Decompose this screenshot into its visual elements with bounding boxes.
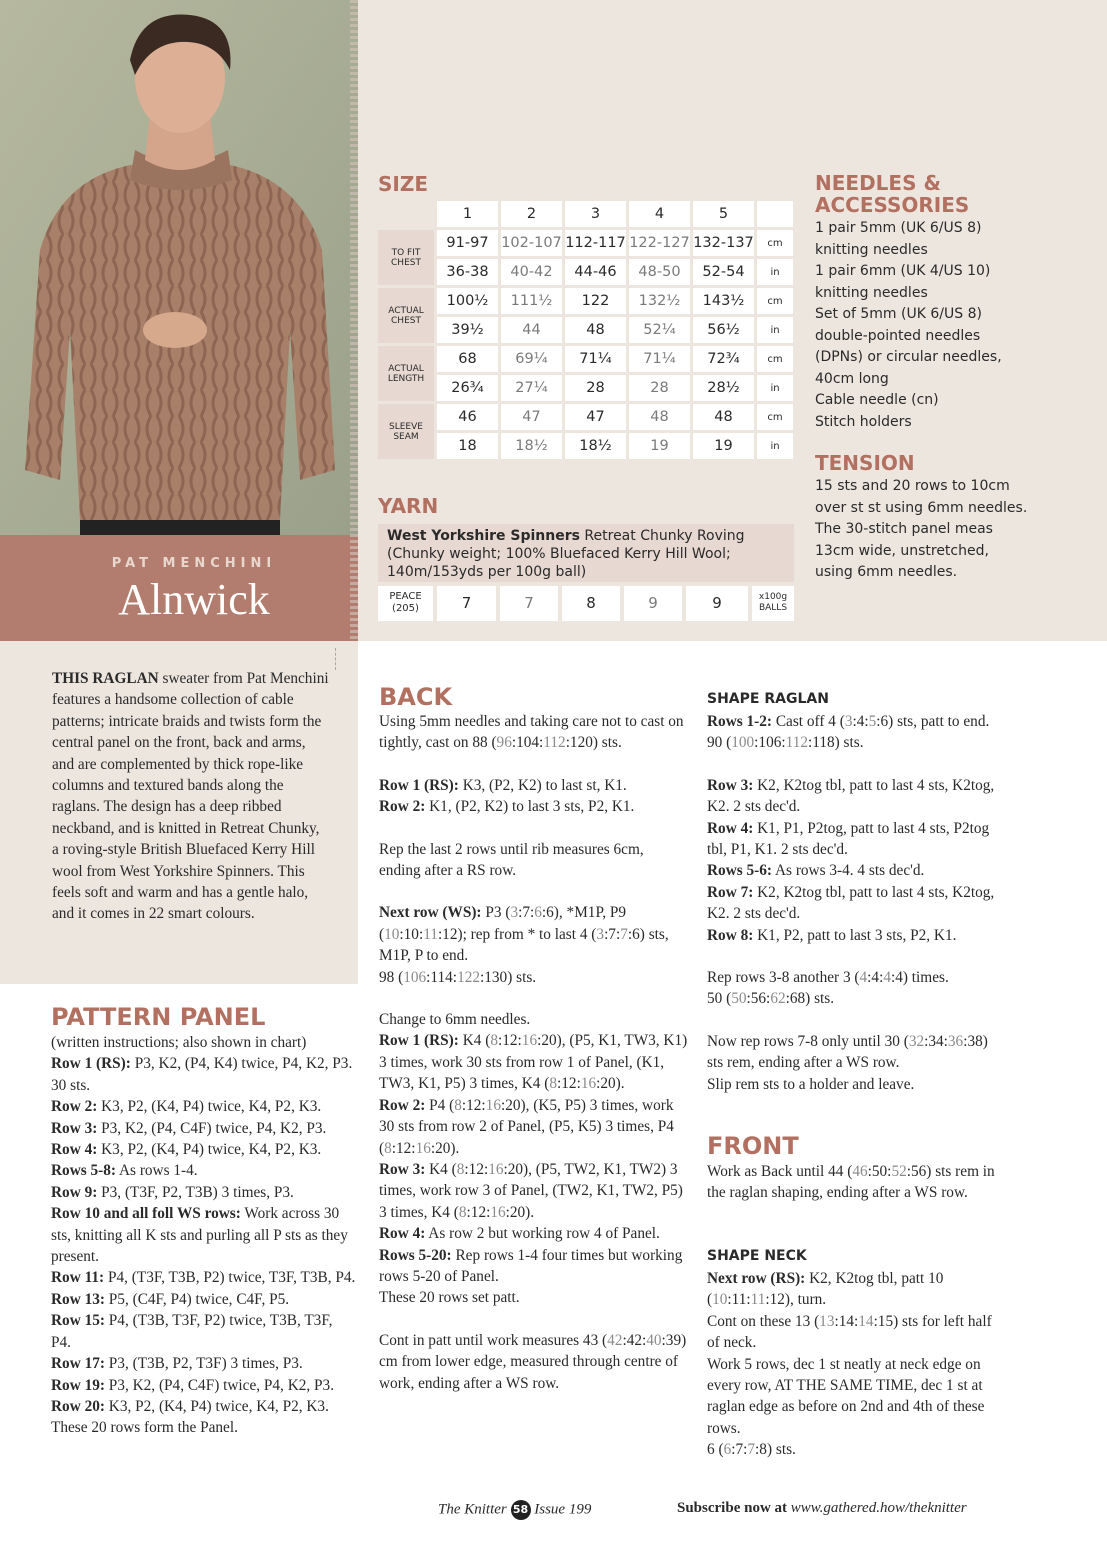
panel-row [51, 1310, 356, 1353]
yarn-brand: West Yorkshire Spinners [387, 528, 580, 544]
size-unit: in [757, 317, 793, 343]
panel-row [51, 1118, 356, 1139]
size-row [378, 230, 793, 256]
tension-line: using 6mm needles. [815, 564, 958, 580]
back-row: Next row (WS): P3 (3:7:6:6), *M1P, P9 (10:10:11:12); rep from * to last 4 (3:7:7:6) sts, M1P, P to end. [379, 904, 669, 965]
pattern-panel-heading: PATTERN PANEL [51, 1003, 266, 1031]
size-cell: 132-137 [693, 230, 754, 256]
panel-row-text: P4, (T3F, T3B, P2) twice, T3F, T3B, P4. [104, 1269, 356, 1287]
pattern-title: Alnwick [118, 575, 270, 624]
needles-line: Cable needle (cn) [815, 392, 939, 408]
size-cell: 44 [501, 317, 562, 343]
panel-row-key: Rows 5-8: [51, 1162, 117, 1180]
back-row: Row 4: As row 2 but working row 4 of Panel. [379, 1225, 660, 1243]
size-cell: 143½ [693, 288, 754, 314]
panel-row-key: Row 19: [51, 1376, 105, 1394]
tension-heading: TENSION [815, 451, 915, 475]
intro-text [52, 668, 330, 925]
size-cell: 39½ [437, 317, 498, 343]
yarn-qty: 7 [437, 586, 496, 621]
back-row: Rows 5-20: Rep rows 1-4 four times but working rows 5-20 of Panel. [379, 1246, 683, 1285]
size-col-3: 3 [565, 201, 626, 227]
panel-row-key: Row 11: [51, 1269, 105, 1287]
back-row: Row 2: K1, (P2, K2) to last 3 sts, P2, K1. [379, 798, 635, 816]
raglan-text [707, 711, 1007, 1095]
needles-line: Set of 5mm (UK 6/US 8) [815, 306, 982, 322]
panel-row-text: As rows 1-4. [116, 1162, 198, 1180]
panel-row-text: K3, P2, (K4, P4) twice, K4, P2, K3. [97, 1098, 322, 1116]
panel-row [51, 1160, 356, 1181]
size-cell: 102-107 [501, 230, 562, 256]
intro-divider [335, 648, 337, 670]
size-heading: SIZE [378, 172, 429, 196]
needles-line: (DPNs) or circular needles, [815, 349, 1002, 365]
panel-row [51, 1267, 356, 1288]
size-cell: 48 [693, 404, 754, 430]
back-row: Row 1 (RS): K3, (P2, K2) to last st, K1. [379, 776, 627, 794]
yarn-line: Retreat Chunky Roving [579, 528, 745, 544]
size-cell: 69¼ [501, 346, 562, 372]
raglan-para: Rep rows 3-8 another 3 (4:4:4:4) times. [707, 969, 949, 987]
yarn-description [387, 527, 787, 581]
neck-row: Next row (RS): K2, K2tog tbl, patt 10 (10:11:11:12), turn. [707, 1270, 944, 1309]
size-cell: 48 [629, 404, 690, 430]
back-text [379, 711, 689, 1394]
size-cell: 122-127 [629, 230, 690, 256]
size-col-5: 5 [693, 201, 754, 227]
size-header-row [378, 201, 793, 227]
yarn-qty: 7 [500, 586, 558, 621]
panel-row [51, 1353, 356, 1374]
size-cell: 47 [565, 404, 626, 430]
panel-row [51, 1182, 356, 1203]
raglan-row: Row 8: K1, P2, patt to last 3 sts, P2, K1. [707, 926, 957, 944]
panel-row [51, 1139, 356, 1160]
panel-row-text: K3, P2, (K4, P4) twice, K4, P2, K3. [104, 1397, 329, 1415]
tension-line: The 30-stitch panel meas [815, 521, 993, 537]
size-cell: 19 [693, 433, 754, 459]
panel-row-key: Row 17: [51, 1355, 105, 1373]
back-para: Cont in patt until work measures 43 (42:42:40:39) cm from lower edge, measured through centre of work, ending after a WS row. [379, 1331, 687, 1392]
size-cell: 132½ [629, 288, 690, 314]
panel-row-key: Row 20: [51, 1397, 105, 1415]
size-cell: 111½ [501, 288, 562, 314]
needles-line: 40cm long [815, 370, 889, 387]
back-count: 98 (106:114:122:130) sts. [379, 968, 537, 986]
panel-row-text: P3, K2, (P4, C4F) twice, P4, K2, P3. [97, 1119, 327, 1137]
perforation-edge [350, 0, 358, 641]
size-unit: cm [757, 404, 793, 430]
size-cell: 100½ [437, 288, 498, 314]
neck-text [707, 1268, 1007, 1461]
yarn-heading: YARN [378, 494, 439, 518]
tension-line: 13cm wide, unstretched, [815, 542, 989, 559]
panel-row-text: These 20 rows form the Panel. [51, 1419, 238, 1437]
intro-lead: THIS RAGLAN [52, 670, 159, 687]
panel-row [51, 1053, 356, 1096]
size-cell: 71¼ [565, 346, 626, 372]
size-cell: 52-54 [693, 259, 754, 285]
raglan-row: Row 3: K2, K2tog tbl, patt to last 4 sts, K2tog, K2. 2 sts dec'd. [707, 776, 995, 816]
needles-line: Stitch holders [815, 413, 912, 430]
neck-para: Work 5 rows, dec 1 st neatly at neck edge on every row, AT THE SAME TIME, dec 1 st at raglan edge as before on 2nd and 4th of these rows. [707, 1355, 985, 1437]
size-cell: 52¼ [629, 317, 690, 343]
needles-line: knitting needles [815, 241, 928, 258]
size-col-2: 2 [501, 201, 562, 227]
size-cell: 18 [437, 433, 498, 459]
size-col-4: 4 [629, 201, 690, 227]
tension-line: over st st using 6mm needles. [815, 499, 1028, 516]
size-cell: 28½ [693, 375, 754, 401]
size-table [375, 198, 796, 462]
size-row [378, 317, 793, 343]
yarn-qty: 9 [686, 586, 748, 621]
size-row-label: TO FIT CHEST [378, 230, 434, 285]
footer-magazine [438, 1500, 591, 1520]
yarn-line: 140m/153yds per 100g ball) [387, 564, 587, 580]
panel-row-key: Row 13: [51, 1290, 105, 1308]
front-heading: FRONT [707, 1132, 799, 1160]
size-cell: 44-46 [565, 259, 626, 285]
yarn-qty: 8 [562, 586, 620, 621]
size-unit: in [757, 433, 793, 459]
panel-row-text: Work across 30 sts, knitting all K sts and purling all P sts as they present. [51, 1205, 348, 1266]
size-unit: cm [757, 346, 793, 372]
back-para: Change to 6mm needles. [379, 1011, 531, 1029]
panel-row-text: P5, (C4F, P4) twice, C4F, P5. [104, 1290, 290, 1308]
size-row [378, 259, 793, 285]
raglan-para: Now rep rows 7-8 only until 30 (32:34:36:38) sts rem, ending after a WS row. [707, 1032, 988, 1072]
panel-row [51, 1396, 356, 1417]
size-row-label: ACTUAL CHEST [378, 288, 434, 343]
back-para: Rep the last 2 rows until rib measures 6cm, ending after a RS row. [379, 840, 644, 880]
shape-neck-heading: SHAPE NECK [707, 1248, 807, 1264]
yarn-unit: x100g BALLS [752, 586, 794, 621]
size-cell: 26¾ [437, 375, 498, 401]
size-cell: 46 [437, 404, 498, 430]
raglan-row: Rows 5-6: As rows 3-4. 4 sts dec'd. [707, 862, 925, 880]
raglan-para: Slip rem sts to a holder and leave. [707, 1075, 915, 1093]
panel-row [51, 1203, 356, 1267]
needles-line: 1 pair 5mm (UK 6/US 8) [815, 220, 982, 236]
intro-body: sweater from Pat Menchini features a handsome collection of cable patterns; intricate braids and twists form the central panel on the front, back and arms, and are complemented by thick rope-like columns and textured bands along the raglans. The design has a deep ribbed neckband, and is knitted in Retreat Chunky, a roving-style British Bluefaced Kerry Hill wool from West Yorkshire Spinners. This feels soft and warm and has a gentle halo, and it comes in 22 smart colours. [52, 670, 329, 923]
size-unit: cm [757, 230, 793, 256]
back-row: Row 3: K4 (8:12:16:20), (P5, TW2, K1, TW2) 3 times, work row 3 of Panel, (TW2, K1, TW2, P5) 3 times, K4 (8:12:16:20). [379, 1160, 683, 1221]
size-cell: 28 [629, 375, 690, 401]
panel-row-text: P3, K2, (P4, C4F) twice, P4, K2, P3. [104, 1376, 335, 1394]
panel-row-text: K3, P2, (K4, P4) twice, K4, P2, K3. [97, 1141, 322, 1159]
size-cell: 72¾ [693, 346, 754, 372]
raglan-count: 90 (100:106:112:118) sts. [707, 734, 864, 752]
back-heading: BACK [379, 683, 453, 711]
panel-row-key: Row 10 and all foll WS rows: [51, 1205, 241, 1223]
panel-row-text: P3, (T3B, P2, T3F) 3 times, P3. [104, 1355, 303, 1373]
panel-row [51, 1417, 356, 1438]
size-cell: 47 [501, 404, 562, 430]
yarn-shade: PEACE (205) [378, 586, 433, 621]
page-number: 58 [511, 1500, 531, 1520]
panel-row-key: Row 9: [51, 1183, 98, 1201]
panel-row [51, 1289, 356, 1310]
size-corner [378, 201, 434, 227]
size-col-1: 1 [437, 201, 498, 227]
neck-para: Cont on these 13 (13:14:14:15) sts for left half of neck. [707, 1312, 992, 1352]
subscribe-text: Subscribe now at [677, 1500, 791, 1516]
panel-row-text: P4, (T3B, T3F, P2) twice, T3B, T3F, P4. [51, 1312, 333, 1351]
panel-row [51, 1096, 356, 1117]
size-cell: 18½ [565, 433, 626, 459]
issue-number: Issue 199 [534, 1501, 592, 1518]
designer-name: PAT MENCHINI [111, 556, 277, 571]
size-cell: 91-97 [437, 230, 498, 256]
subscribe-link[interactable]: www.gathered.how/theknitter [790, 1500, 967, 1516]
panel-row-text: P3, K2, (P4, K4) twice, P4, K2, P3. 30 sts. [51, 1055, 353, 1094]
panel-row-text: P3, (T3F, P2, T3B) 3 times, P3. [97, 1183, 294, 1201]
front-text [707, 1161, 1007, 1204]
size-row [378, 375, 793, 401]
size-unit: cm [757, 288, 793, 314]
front-para: Work as Back until 44 (46:50:52:56) sts rem in the raglan shaping, ending after a WS row. [707, 1163, 995, 1202]
size-cell: 56½ [693, 317, 754, 343]
raglan-row: Row 4: K1, P1, P2tog, patt to last 4 sts, P2tog tbl, P1, K1. 2 sts dec'd. [707, 819, 990, 859]
size-row [378, 433, 793, 459]
needles-heading-line1: NEEDLES & [815, 171, 941, 195]
magazine-name: The Knitter [438, 1501, 507, 1518]
panel-row-key: Row 1 (RS): [51, 1055, 131, 1073]
raglan-row: Rows 1-2: Cast off 4 (3:4:5:6) sts, patt to end. [707, 713, 990, 730]
size-cell: 28 [565, 375, 626, 401]
back-para: Using 5mm needles and taking care not to cast on tightly, cast on 88 (96:104:112:120) sts. [379, 713, 684, 752]
size-cell: 18½ [501, 433, 562, 459]
size-row [378, 404, 793, 430]
tension-text [815, 476, 1105, 584]
yarn-qty: 9 [624, 586, 682, 621]
size-cell: 48 [565, 317, 626, 343]
size-unit: in [757, 375, 793, 401]
size-row-label: SLEEVE SEAM [378, 404, 434, 459]
size-cell: 36-38 [437, 259, 498, 285]
size-row [378, 346, 793, 372]
size-cell: 68 [437, 346, 498, 372]
size-cell: 71¼ [629, 346, 690, 372]
back-para: These 20 rows set patt. [379, 1289, 520, 1307]
panel-row-key: Row 2: [51, 1098, 98, 1116]
size-cell: 19 [629, 433, 690, 459]
needles-line: 1 pair 6mm (UK 4/US 10) [815, 263, 991, 279]
panel-row-key: Row 4: [51, 1141, 98, 1159]
size-cell: 48-50 [629, 259, 690, 285]
back-row: Row 1 (RS): K4 (8:12:16:20), (P5, K1, TW3, K1) 3 times, work 30 sts from row 1 of Panel, (K1, TW3, K1, P5) 3 times, K4 (8:12:16:20). [379, 1032, 688, 1093]
size-cell: 122 [565, 288, 626, 314]
panel-row [51, 1375, 356, 1396]
model-photo [0, 0, 358, 535]
size-cell: 40-42 [501, 259, 562, 285]
raglan-row: Row 7: K2, K2tog tbl, patt to last 4 sts, K2tog, K2. 2 sts dec'd. [707, 883, 995, 923]
size-unit-head [757, 201, 793, 227]
size-row-label: ACTUAL LENGTH [378, 346, 434, 401]
needles-line: knitting needles [815, 284, 928, 301]
panel-row-key: Row 3: [51, 1119, 98, 1137]
model-illustration [0, 0, 358, 535]
pattern-panel-text [51, 1032, 356, 1439]
size-unit: in [757, 259, 793, 285]
needles-heading [815, 172, 969, 216]
size-row [378, 288, 793, 314]
raglan-count: 50 (50:56:62:68) sts. [707, 990, 835, 1008]
tension-line: 15 sts and 20 rows to 10cm [815, 478, 1010, 494]
size-cell: 112-117 [565, 230, 626, 256]
needles-heading-line2: ACCESSORIES [815, 193, 970, 217]
yarn-line: (Chunky weight; 100% Bluefaced Kerry Hill Wool; [387, 546, 731, 562]
back-row: Row 2: P4 (8:12:16:20), (K5, P5) 3 times, work 30 sts from row 2 of Panel, (P5, K5) 3 times, P4 (8:12:16:20). [379, 1096, 674, 1157]
needles-list [815, 218, 1105, 433]
size-cell: 27¼ [501, 375, 562, 401]
neck-count: 6 (6:7:7:8) sts. [707, 1441, 796, 1459]
panel-row-key: Row 15: [51, 1312, 105, 1330]
shape-raglan-heading: SHAPE RAGLAN [707, 691, 829, 707]
needles-line: double-pointed needles [815, 327, 981, 344]
footer-subscribe [677, 1500, 967, 1517]
panel-subtitle: (written instructions; also shown in chart) [51, 1034, 307, 1051]
